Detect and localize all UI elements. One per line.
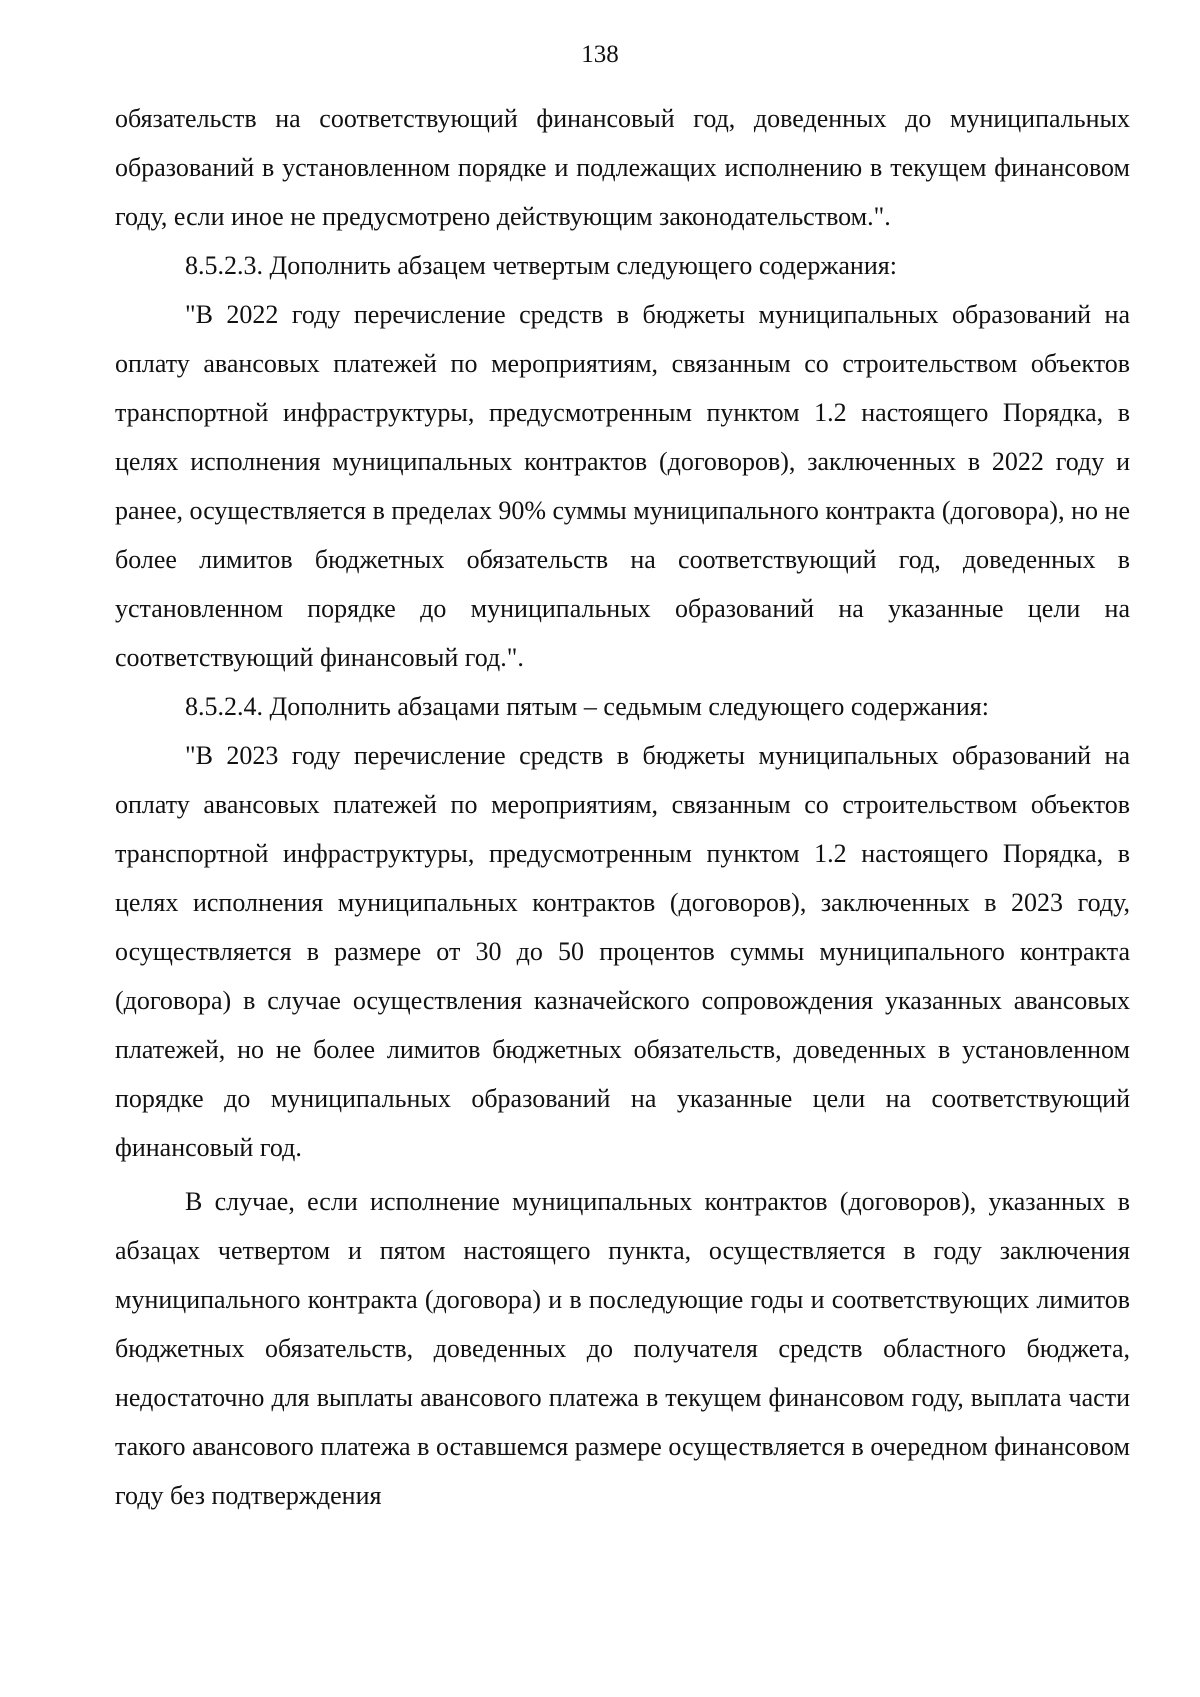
paragraph-clause-8-5-2-3: 8.5.2.3. Дополнить абзацем четвертым следующего содержания: (185, 251, 897, 280)
document-body (115, 94, 1130, 1520)
paragraph-2022-advance-payments: "В 2022 году перечисление средств в бюджеты муниципальных образований на оплату авансовых платежей по мероприятиям, связанным со строительством объектов транспортной инфраструктуры, предусмотренным пунктом 1.2 настоящего Порядка, в целях исполнения муниципальных контрактов (договоров), заключенных в 2022 году и ранее, осуществляется в пределах 90% суммы муниципального контракта (договора), но не более лимитов бюджетных обязательств на соответствующий год, доведенных в установленном порядке до муниципальных образований на указанные цели на соответствующий финансовый год.". (115, 300, 1130, 672)
page-number: 138 (581, 41, 619, 68)
paragraph-contract-execution-case: В случае, если исполнение муниципальных контрактов (договоров), указанных в абзацах четвертом и пятом настоящего пункта, осуществляется в году заключения муниципального контракта (договора) и в последующие годы и соответствующих лимитов бюджетных обязательств, доведенных до получателя средств областного бюджета, недостаточно для выплаты авансового платежа в текущем финансовом году, выплата части такого авансового платежа в оставшемся размере осуществляется в очередном финансовом году без подтверждения (115, 1187, 1130, 1510)
paragraph-clause-8-5-2-4: 8.5.2.4. Дополнить абзацами пятым – седьмым следующего содержания: (185, 692, 989, 721)
paragraph-2023-advance-payments: "В 2023 году перечисление средств в бюджеты муниципальных образований на оплату авансовых платежей по мероприятиям, связанным со строительством объектов транспортной инфраструктуры, предусмотренным пунктом 1.2 настоящего Порядка, в целях исполнения муниципальных контрактов (договоров), заключенных в 2023 году, осуществляется в размере от 30 до 50 процентов суммы муниципального контракта (договора) в случае осуществления казначейского сопровождения указанных авансовых платежей, но не более лимитов бюджетных обязательств, доведенных в установленном порядке до муниципальных образований на указанные цели на соответствующий финансовый год. (115, 741, 1130, 1162)
paragraph-continuation: обязательств на соответствующий финансовый год, доведенных до муниципальных образований в установленном порядке и подлежащих исполнению в текущем финансовом году, если иное не предусмотрено действующим законодательством.". (115, 104, 1130, 231)
